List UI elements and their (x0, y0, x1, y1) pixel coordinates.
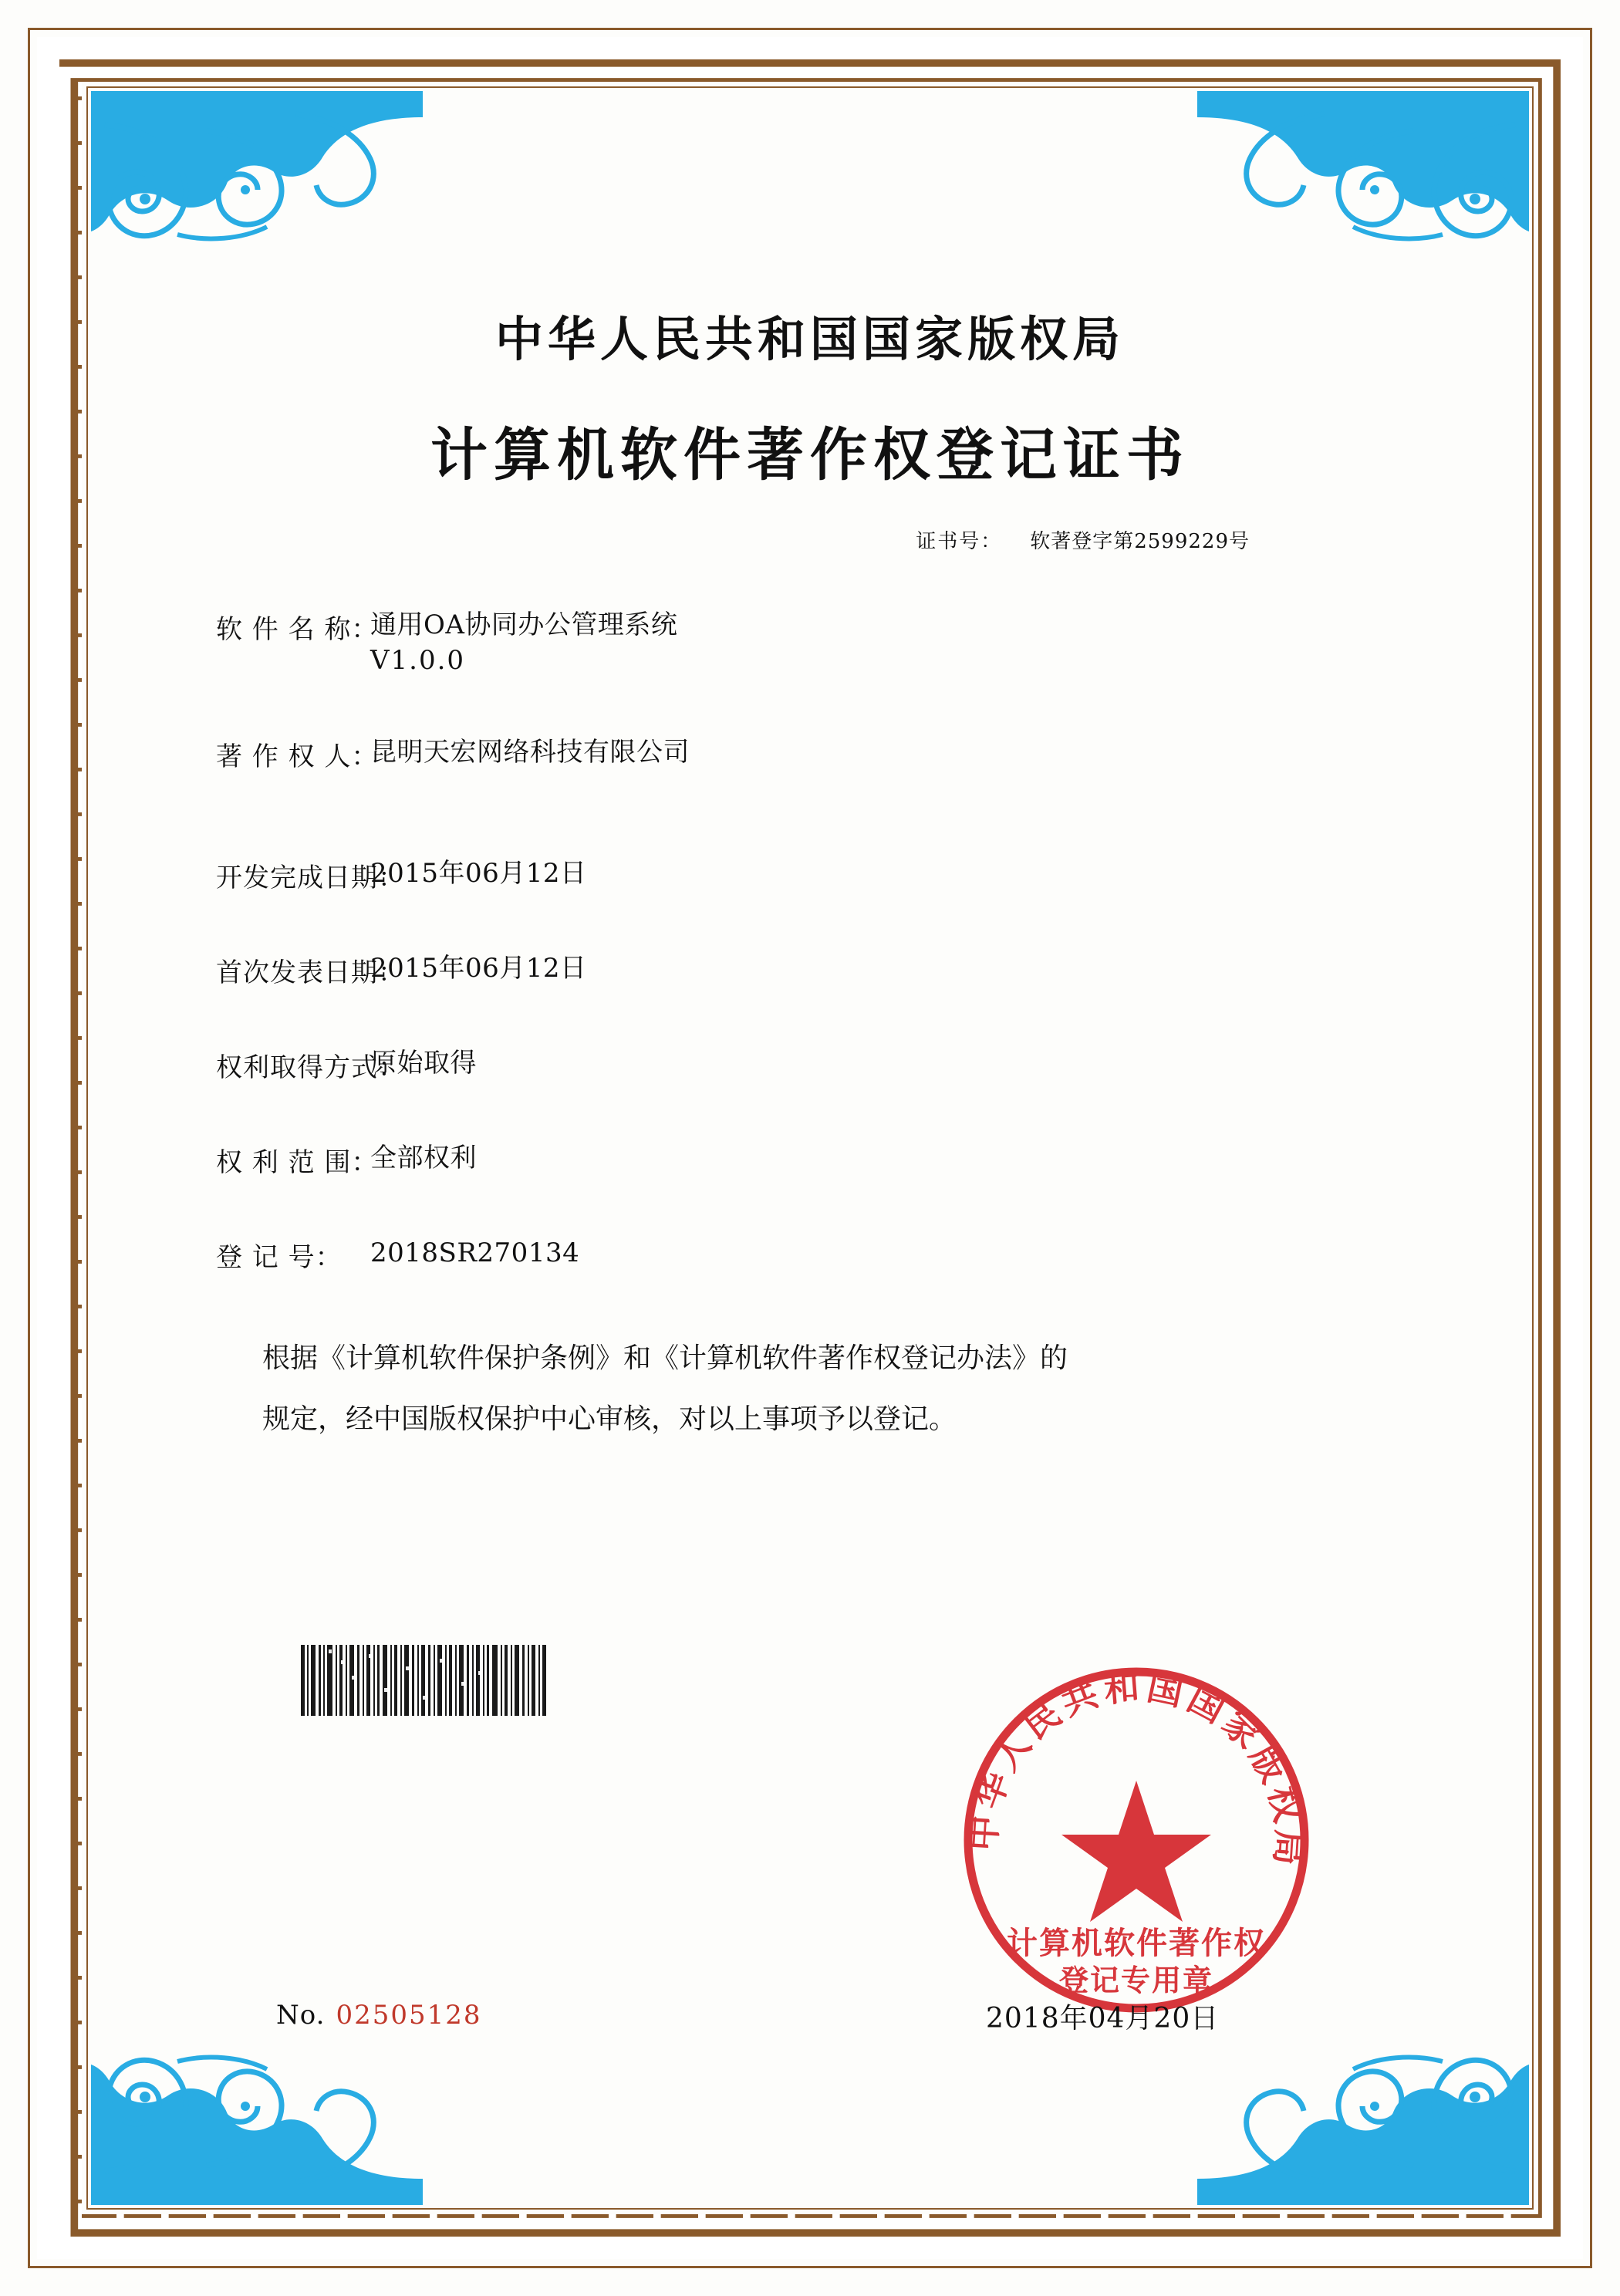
field-value (370, 608, 677, 678)
field-software-name (116, 608, 1504, 678)
field-copyright-owner (116, 735, 1504, 773)
field-value: 2018SR270134 (370, 1237, 580, 1269)
svg-text:计算机软件著作权: 计算机软件著作权 (1007, 1925, 1266, 1961)
field-label: 登 记 号： (216, 1242, 343, 1274)
field-label: 著 作 权 人： (216, 741, 379, 773)
field-registration-number (116, 1236, 1504, 1274)
software-name-value: 通用OA协同办公管理系统 (370, 609, 678, 640)
field-value: 昆明天宏网络科技有限公司 (370, 737, 690, 768)
certificate-number (116, 525, 1504, 554)
official-seal (947, 1651, 1325, 2029)
serial-number-value: 02505128 (336, 2000, 482, 2031)
barcode (301, 1645, 548, 1716)
statement-paragraph (116, 1328, 1504, 1450)
field-development-date (116, 856, 1504, 894)
statement-line-2: 规定，经中国版权保护中心审核，对以上事项予以登记。 (262, 1403, 957, 1436)
svg-text:中华人民共和国国家版权局: 中华人民共和国国家版权局 (961, 1665, 1311, 1872)
field-value: 原始取得 (370, 1048, 477, 1079)
certificate-title: 计算机软件著作权登记证书 (430, 422, 1190, 488)
field-first-publish-date (116, 951, 1504, 989)
field-rights-acquisition (116, 1046, 1504, 1084)
field-value: 2015年06月12日 (370, 858, 587, 890)
certificate-number-label: 证书号： (916, 530, 1003, 553)
field-label: 权利取得方式： (216, 1052, 405, 1084)
field-label: 软 件 名 称： (216, 614, 379, 645)
serial-number (276, 2000, 482, 2031)
field-rights-scope (116, 1141, 1504, 1179)
field-value: 全部权利 (370, 1143, 477, 1174)
serial-number-label: No. (276, 2000, 326, 2031)
field-label: 开发完成日期： (216, 863, 405, 894)
svg-text:登记专用章: 登记专用章 (1058, 1963, 1214, 1997)
field-label: 首次发表日期： (216, 957, 405, 989)
issue-date: 2018年04月20日 (986, 2003, 1220, 2034)
statement-line-1: 根据《计算机软件保护条例》和《计算机软件著作权登记办法》的 (262, 1342, 1068, 1375)
software-version-value: V1.0.0 (370, 644, 466, 676)
field-value: 2015年06月12日 (370, 953, 587, 984)
issuer-title: 中华人民共和国国家版权局 (494, 311, 1125, 367)
field-label: 权 利 范 围： (216, 1147, 379, 1179)
certificate-number-value: 软著登字第2599229号 (1030, 530, 1250, 553)
